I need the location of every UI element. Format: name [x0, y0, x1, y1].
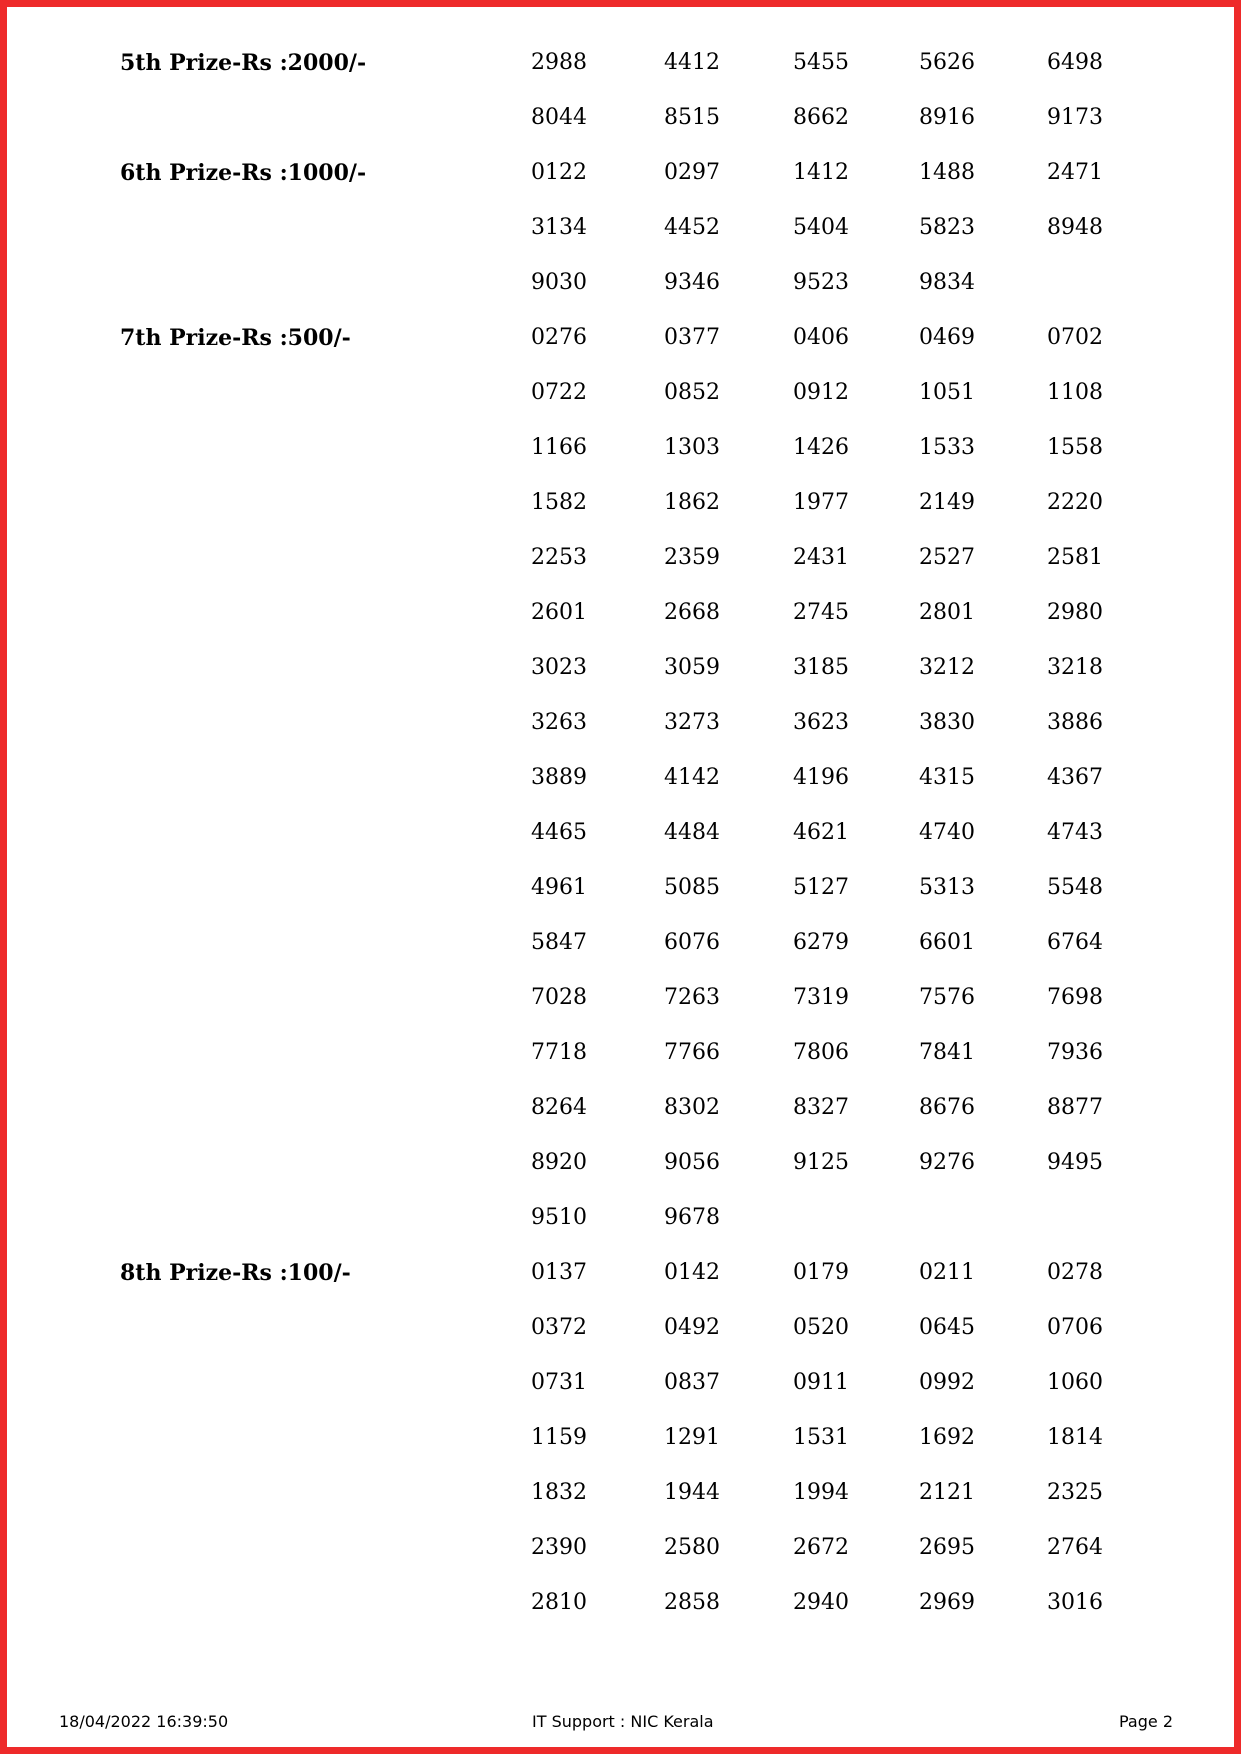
winning-number: 6601	[919, 930, 975, 955]
winning-number: 6764	[1047, 930, 1103, 955]
winning-number: 1862	[664, 490, 720, 515]
winning-number: 4142	[664, 765, 720, 790]
winning-number: 8916	[919, 105, 975, 130]
winning-number: 9523	[793, 270, 849, 295]
winning-number: 5626	[919, 50, 975, 75]
winning-number: 1977	[793, 490, 849, 515]
winning-number: 7698	[1047, 985, 1103, 1010]
winning-number: 9346	[664, 270, 720, 295]
winning-number: 8877	[1047, 1095, 1103, 1120]
winning-number: 8920	[531, 1150, 587, 1175]
result-row	[0, 433, 1241, 463]
result-row	[0, 1478, 1241, 1508]
result-row	[0, 1423, 1241, 1453]
winning-number: 2969	[919, 1590, 975, 1615]
winning-number: 0377	[664, 325, 720, 350]
winning-number: 8044	[531, 105, 587, 130]
winning-number: 2745	[793, 600, 849, 625]
winning-number: 7806	[793, 1040, 849, 1065]
winning-number: 8327	[793, 1095, 849, 1120]
result-row	[0, 1588, 1241, 1618]
winning-number: 9834	[919, 270, 975, 295]
winning-number: 4961	[531, 875, 587, 900]
winning-number: 0122	[531, 160, 587, 185]
winning-number: 1303	[664, 435, 720, 460]
result-row	[0, 763, 1241, 793]
winning-number: 2764	[1047, 1535, 1103, 1560]
winning-number: 9056	[664, 1150, 720, 1175]
winning-number: 8662	[793, 105, 849, 130]
winning-number: 2668	[664, 600, 720, 625]
winning-number: 2390	[531, 1535, 587, 1560]
winning-number: 3263	[531, 710, 587, 735]
winning-number: 1944	[664, 1480, 720, 1505]
result-row	[0, 488, 1241, 518]
winning-number: 0142	[664, 1260, 720, 1285]
winning-number: 3016	[1047, 1590, 1103, 1615]
winning-number: 5085	[664, 875, 720, 900]
winning-number: 7263	[664, 985, 720, 1010]
result-row	[0, 213, 1241, 243]
winning-number: 7576	[919, 985, 975, 1010]
winning-number: 2695	[919, 1535, 975, 1560]
winning-number: 0992	[919, 1370, 975, 1395]
winning-number: 1558	[1047, 435, 1103, 460]
winning-number: 3218	[1047, 655, 1103, 680]
winning-number: 7766	[664, 1040, 720, 1065]
winning-number: 1692	[919, 1425, 975, 1450]
winning-number: 2810	[531, 1590, 587, 1615]
winning-number: 7319	[793, 985, 849, 1010]
winning-number: 9276	[919, 1150, 975, 1175]
result-row	[0, 378, 1241, 408]
winning-number: 3212	[919, 655, 975, 680]
winning-number: 0722	[531, 380, 587, 405]
winning-number: 3059	[664, 655, 720, 680]
result-row	[0, 873, 1241, 903]
winning-number: 3623	[793, 710, 849, 735]
result-row	[0, 818, 1241, 848]
winning-number: 8676	[919, 1095, 975, 1120]
winning-number: 1108	[1047, 380, 1103, 405]
winning-number: 2325	[1047, 1480, 1103, 1505]
winning-number: 0406	[793, 325, 849, 350]
winning-number: 6076	[664, 930, 720, 955]
winning-number: 2359	[664, 545, 720, 570]
winning-number: 9495	[1047, 1150, 1103, 1175]
winning-number: 2253	[531, 545, 587, 570]
winning-number: 1488	[919, 160, 975, 185]
winning-number: 2980	[1047, 600, 1103, 625]
winning-number: 8948	[1047, 215, 1103, 240]
winning-number: 2581	[1047, 545, 1103, 570]
winning-number: 2858	[664, 1590, 720, 1615]
winning-number: 0372	[531, 1315, 587, 1340]
prize-label: 7th Prize-Rs :500/-	[120, 325, 351, 351]
winning-number: 4484	[664, 820, 720, 845]
winning-number: 7028	[531, 985, 587, 1010]
prize-label: 5th Prize-Rs :2000/-	[120, 50, 367, 76]
winning-number: 3830	[919, 710, 975, 735]
winning-number: 0278	[1047, 1260, 1103, 1285]
result-row	[0, 268, 1241, 298]
winning-number: 4465	[531, 820, 587, 845]
winning-number: 2988	[531, 50, 587, 75]
winning-number: 0702	[1047, 325, 1103, 350]
winning-number: 5823	[919, 215, 975, 240]
winning-number: 0469	[919, 325, 975, 350]
winning-number: 4367	[1047, 765, 1103, 790]
result-row	[0, 1313, 1241, 1343]
winning-number: 6498	[1047, 50, 1103, 75]
winning-number: 2801	[919, 600, 975, 625]
winning-number: 5404	[793, 215, 849, 240]
winning-number: 4412	[664, 50, 720, 75]
winning-number: 0731	[531, 1370, 587, 1395]
winning-number: 5313	[919, 875, 975, 900]
winning-number: 0912	[793, 380, 849, 405]
winning-number: 4315	[919, 765, 975, 790]
winning-number: 2220	[1047, 490, 1103, 515]
winning-number: 1832	[531, 1480, 587, 1505]
winning-number: 1426	[793, 435, 849, 460]
result-row	[0, 1038, 1241, 1068]
winning-number: 0520	[793, 1315, 849, 1340]
winning-number: 9125	[793, 1150, 849, 1175]
winning-number: 1159	[531, 1425, 587, 1450]
winning-number: 0179	[793, 1260, 849, 1285]
winning-number: 9030	[531, 270, 587, 295]
winning-number: 8302	[664, 1095, 720, 1120]
winning-number: 1994	[793, 1480, 849, 1505]
winning-number: 2431	[793, 545, 849, 570]
result-row	[0, 708, 1241, 738]
result-row	[0, 983, 1241, 1013]
winning-number: 7841	[919, 1040, 975, 1065]
result-row	[0, 103, 1241, 133]
winning-number: 9678	[664, 1205, 720, 1230]
winning-number: 2580	[664, 1535, 720, 1560]
winning-number: 1051	[919, 380, 975, 405]
winning-number: 0645	[919, 1315, 975, 1340]
winning-number: 6279	[793, 930, 849, 955]
winning-number: 2940	[793, 1590, 849, 1615]
winning-number: 4621	[793, 820, 849, 845]
winning-number: 0492	[664, 1315, 720, 1340]
footer-support: IT Support : NIC Kerala	[532, 1712, 714, 1731]
winning-number: 0706	[1047, 1315, 1103, 1340]
result-row	[0, 48, 1241, 78]
winning-number: 0137	[531, 1260, 587, 1285]
winning-number: 8264	[531, 1095, 587, 1120]
winning-number: 2601	[531, 600, 587, 625]
result-row	[0, 598, 1241, 628]
footer-timestamp: 18/04/2022 16:39:50	[59, 1712, 229, 1731]
winning-number: 8515	[664, 105, 720, 130]
winning-number: 1291	[664, 1425, 720, 1450]
winning-number: 1582	[531, 490, 587, 515]
winning-number: 3023	[531, 655, 587, 680]
winning-number: 9510	[531, 1205, 587, 1230]
result-row	[0, 1533, 1241, 1563]
winning-number: 1166	[531, 435, 587, 460]
winning-number: 3886	[1047, 710, 1103, 735]
winning-number: 0837	[664, 1370, 720, 1395]
result-row	[0, 158, 1241, 188]
winning-number: 0276	[531, 325, 587, 350]
winning-number: 5127	[793, 875, 849, 900]
winning-number: 0852	[664, 380, 720, 405]
winning-number: 3185	[793, 655, 849, 680]
winning-number: 4740	[919, 820, 975, 845]
prize-label: 8th Prize-Rs :100/-	[120, 1260, 351, 1286]
result-row	[0, 1258, 1241, 1288]
winning-number: 9173	[1047, 105, 1103, 130]
winning-number: 3134	[531, 215, 587, 240]
result-row	[0, 543, 1241, 573]
result-row	[0, 928, 1241, 958]
winning-number: 3889	[531, 765, 587, 790]
winning-number: 2471	[1047, 160, 1103, 185]
winning-number: 3273	[664, 710, 720, 735]
winning-number: 1533	[919, 435, 975, 460]
winning-number: 1412	[793, 160, 849, 185]
result-row	[0, 1148, 1241, 1178]
footer-page-number: Page 2	[1119, 1712, 1173, 1731]
winning-number: 7936	[1047, 1040, 1103, 1065]
result-row	[0, 653, 1241, 683]
winning-number: 7718	[531, 1040, 587, 1065]
winning-number: 5548	[1047, 875, 1103, 900]
winning-number: 4452	[664, 215, 720, 240]
winning-number: 2149	[919, 490, 975, 515]
winning-number: 1060	[1047, 1370, 1103, 1395]
winning-number: 0911	[793, 1370, 849, 1395]
winning-number: 4743	[1047, 820, 1103, 845]
result-row	[0, 1093, 1241, 1123]
winning-number: 2121	[919, 1480, 975, 1505]
winning-number: 2527	[919, 545, 975, 570]
winning-number: 0297	[664, 160, 720, 185]
result-row	[0, 323, 1241, 353]
prize-label: 6th Prize-Rs :1000/-	[120, 160, 367, 186]
winning-number: 2672	[793, 1535, 849, 1560]
result-row	[0, 1203, 1241, 1233]
winning-number: 5847	[531, 930, 587, 955]
winning-number: 1531	[793, 1425, 849, 1450]
winning-number: 0211	[919, 1260, 975, 1285]
winning-number: 1814	[1047, 1425, 1103, 1450]
result-row	[0, 1368, 1241, 1398]
winning-number: 5455	[793, 50, 849, 75]
winning-number: 4196	[793, 765, 849, 790]
